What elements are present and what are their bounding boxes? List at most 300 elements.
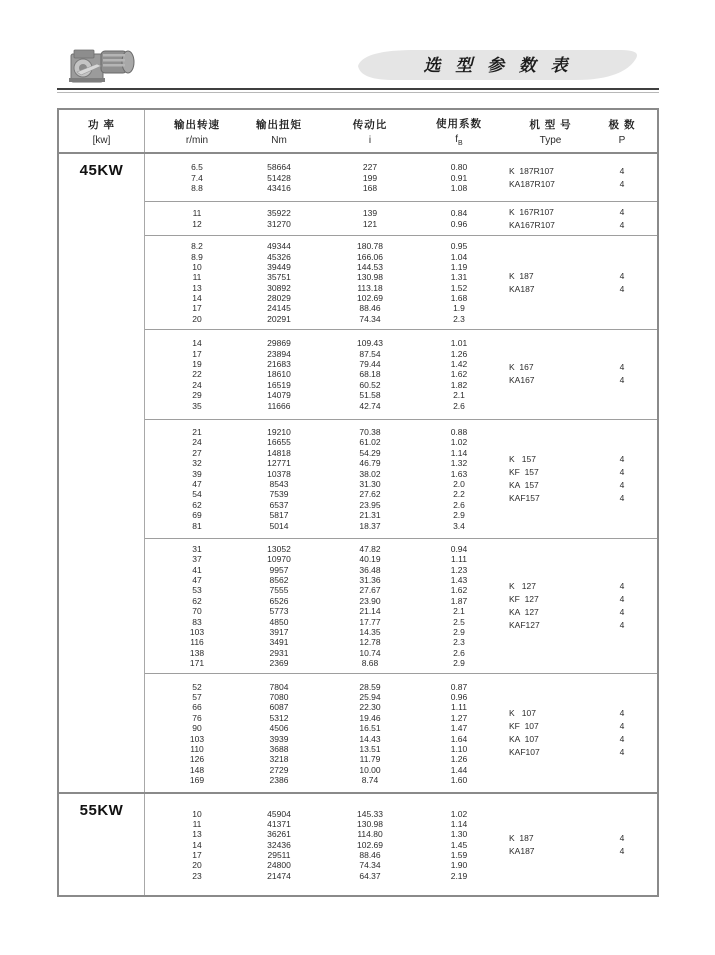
power-rating-label: 45KW xyxy=(79,162,124,179)
output-speed-cell: 7.4 xyxy=(191,172,203,183)
output-torque-cell: 7539 xyxy=(269,489,289,500)
pole-count: 4 xyxy=(619,219,625,230)
output-torque-cell: 3218 xyxy=(269,754,289,765)
ratio-cell: 38.02 xyxy=(359,468,381,479)
service-factor-cell: 2.19 xyxy=(450,870,468,881)
service-factor-cell: 2.6 xyxy=(453,499,465,510)
output-speed-cell: 8.2 xyxy=(191,241,203,252)
col-header-service-factor xyxy=(429,110,489,152)
pole-count-list xyxy=(592,832,652,858)
output-speed-cell: 37 xyxy=(192,554,202,565)
output-torque-cell: 12771 xyxy=(267,458,291,469)
col-header-output-speed xyxy=(145,110,249,152)
output-speed-cell: 11 xyxy=(192,208,202,219)
pole-count: 4 xyxy=(619,270,625,281)
table-row xyxy=(145,380,657,390)
service-factor-cell: 1.32 xyxy=(450,458,468,469)
service-factor-cell: 2.2 xyxy=(453,489,465,500)
service-factor-cell: 1.11 xyxy=(451,554,467,565)
ratio-cell: 25.94 xyxy=(359,691,381,702)
output-speed-cell: 11 xyxy=(192,272,202,283)
output-torque-cell: 21683 xyxy=(267,359,291,370)
ratio-cell: 114.80 xyxy=(357,829,383,840)
ratio-cell: 27.67 xyxy=(359,585,381,596)
ratio-cell: 130.98 xyxy=(357,818,383,829)
output-speed-cell: 13 xyxy=(192,829,202,840)
table-row xyxy=(145,468,657,478)
output-speed-cell: 90 xyxy=(192,723,202,734)
service-factor-cell: 1.26 xyxy=(450,754,468,765)
power-rating-label: 55KW xyxy=(79,802,124,820)
col-unit: $f_B$ xyxy=(455,133,463,147)
pole-count: 4 xyxy=(619,708,625,719)
section-rows xyxy=(145,794,657,895)
table-row xyxy=(145,565,657,575)
table-row xyxy=(145,713,657,723)
pole-count-list xyxy=(592,580,652,632)
table-row xyxy=(145,692,657,702)
table-row xyxy=(145,829,657,839)
gearbox-group xyxy=(145,154,657,201)
ratio-cell: 31.30 xyxy=(359,478,381,489)
pole-count: 4 xyxy=(619,466,625,477)
service-factor-cell: 1.44 xyxy=(450,764,468,775)
output-speed-cell: 69 xyxy=(192,510,202,521)
ratio-cell: 22.30 xyxy=(359,702,381,713)
service-factor-cell: 1.62 xyxy=(450,585,468,596)
pole-count: 4 xyxy=(619,607,625,618)
service-factor-cell: 2.6 xyxy=(453,400,465,411)
output-torque-cell: 7080 xyxy=(269,691,289,702)
output-speed-cell: 39 xyxy=(192,468,202,479)
model-type: KF 127 xyxy=(509,594,539,605)
model-type: KF 157 xyxy=(509,466,539,477)
ratio-cell: 64.37 xyxy=(359,870,381,881)
output-torque-cell: 51428 xyxy=(267,172,291,183)
table-row xyxy=(145,359,657,369)
output-torque-cell: 11666 xyxy=(267,400,291,411)
table-row xyxy=(145,400,657,410)
model-type-list xyxy=(509,206,555,232)
table-row xyxy=(145,348,657,358)
output-torque-cell: 35751 xyxy=(267,272,291,283)
ratio-cell: 74.34 xyxy=(359,860,381,871)
ratio-cell: 199 xyxy=(362,172,378,183)
table-row xyxy=(145,585,657,595)
pole-count: 4 xyxy=(619,594,625,605)
service-factor-cell: 2.1 xyxy=(453,390,465,401)
output-speed-cell: 11 xyxy=(192,818,202,829)
table-row xyxy=(145,172,657,182)
power-column xyxy=(59,154,145,792)
output-speed-cell: 24 xyxy=(192,379,202,390)
table-row xyxy=(145,702,657,712)
table-body xyxy=(59,154,657,895)
section-rows xyxy=(145,154,657,792)
pole-count: 4 xyxy=(619,375,625,386)
gearbox-group xyxy=(145,794,657,895)
service-factor-cell: 1.59 xyxy=(450,850,468,861)
output-speed-cell: 19 xyxy=(192,359,202,370)
ratio-cell: 130.98 xyxy=(357,272,383,283)
output-torque-cell: 28029 xyxy=(267,293,291,304)
output-speed-cell: 53 xyxy=(192,585,202,596)
service-factor-cell: 1.02 xyxy=(450,808,468,819)
output-speed-cell: 47 xyxy=(192,575,202,586)
pole-count: 4 xyxy=(619,620,625,631)
output-speed-cell: 81 xyxy=(192,520,202,531)
output-torque-cell: 14079 xyxy=(267,390,291,401)
output-torque-cell: 23894 xyxy=(267,348,291,359)
output-speed-cell: 14 xyxy=(192,293,202,304)
service-factor-cell: 1.02 xyxy=(450,437,468,448)
table-row xyxy=(145,427,657,437)
table-row xyxy=(145,520,657,530)
output-speed-cell: 110 xyxy=(190,743,204,754)
service-factor-cell: 2.9 xyxy=(453,627,465,638)
gearmotor-photo-icon xyxy=(63,42,145,88)
ratio-cell: 145.33 xyxy=(357,808,383,819)
model-type: KA 107 xyxy=(509,734,539,745)
pole-count: 4 xyxy=(619,283,625,294)
model-type: K 157 xyxy=(509,453,536,464)
service-factor-cell: 1.23 xyxy=(450,564,468,575)
pole-count-list xyxy=(592,206,652,232)
service-factor-cell: 2.0 xyxy=(453,478,465,489)
ratio-cell: 102.69 xyxy=(357,293,383,304)
table-row xyxy=(145,648,657,658)
ratio-cell: 51.58 xyxy=(359,390,381,401)
output-speed-cell: 52 xyxy=(192,681,202,692)
service-factor-cell: 0.95 xyxy=(450,241,468,252)
table-row xyxy=(145,437,657,447)
gearbox-group xyxy=(145,329,657,419)
table-row xyxy=(145,303,657,313)
ratio-cell: 102.69 xyxy=(357,839,383,850)
ratio-cell: 28.59 xyxy=(359,681,381,692)
output-torque-cell: 29511 xyxy=(267,850,291,861)
service-factor-cell: 1.87 xyxy=(450,595,468,606)
ratio-cell: 21.14 xyxy=(359,606,381,617)
service-factor-cell: 1.82 xyxy=(450,379,468,390)
table-header-row xyxy=(59,110,657,154)
output-speed-cell: 32 xyxy=(192,458,202,469)
output-torque-cell: 39449 xyxy=(267,261,291,272)
output-speed-cell: 17 xyxy=(192,303,202,314)
output-speed-cell: 70 xyxy=(192,606,202,617)
output-torque-cell: 2386 xyxy=(269,775,289,786)
service-factor-cell: 3.4 xyxy=(453,520,465,531)
ratio-cell: 88.46 xyxy=(359,850,381,861)
output-torque-cell: 6526 xyxy=(269,595,289,606)
col-header-ratio xyxy=(340,110,400,152)
service-factor-cell: 1.19 xyxy=(450,261,468,272)
col-unit: Type xyxy=(539,134,562,146)
ratio-cell: 14.35 xyxy=(359,627,381,638)
gearbox-group xyxy=(145,419,657,538)
output-speed-cell: 17 xyxy=(192,850,202,861)
service-factor-cell: 1.45 xyxy=(450,839,468,850)
col-unit: [kw] xyxy=(92,134,111,146)
service-factor-cell: 1.27 xyxy=(450,712,468,723)
table-row xyxy=(145,500,657,510)
pole-count: 4 xyxy=(619,178,625,189)
output-speed-cell: 116 xyxy=(190,637,204,648)
output-speed-cell: 17 xyxy=(192,348,202,359)
service-factor-cell: 0.87 xyxy=(450,681,468,692)
ratio-cell: 61.02 xyxy=(359,437,381,448)
output-torque-cell: 24800 xyxy=(267,860,291,871)
ratio-cell: 10.74 xyxy=(359,647,381,658)
table-row xyxy=(145,765,657,775)
output-torque-cell: 49344 xyxy=(267,241,291,252)
table-row xyxy=(145,262,657,272)
output-speed-cell: 14 xyxy=(192,338,202,349)
table-row xyxy=(145,681,657,691)
selection-parameter-table xyxy=(57,108,659,897)
output-torque-cell: 41371 xyxy=(267,818,291,829)
ratio-cell: 42.74 xyxy=(359,400,381,411)
service-factor-cell: 1.60 xyxy=(450,775,468,786)
service-factor-cell: 1.9 xyxy=(453,303,465,314)
output-torque-cell: 14818 xyxy=(267,447,291,458)
model-type-list xyxy=(509,580,540,632)
ratio-cell: 31.36 xyxy=(359,575,381,586)
output-torque-cell: 4850 xyxy=(269,616,289,627)
output-speed-cell: 47 xyxy=(192,478,202,489)
model-type: KA167 xyxy=(509,375,535,386)
output-speed-cell: 29 xyxy=(192,390,202,401)
title-banner xyxy=(352,44,644,86)
service-factor-cell: 1.62 xyxy=(450,369,468,380)
pole-count: 4 xyxy=(619,832,625,843)
output-torque-cell: 29869 xyxy=(267,338,291,349)
col-label: 机 型 号 xyxy=(529,118,572,131)
col-label: 极 数 xyxy=(608,118,636,131)
col-label: 传动比 xyxy=(352,118,388,131)
output-torque-cell: 35922 xyxy=(267,208,291,219)
output-torque-cell: 2931 xyxy=(269,647,289,658)
table-row xyxy=(145,627,657,637)
output-torque-cell: 3688 xyxy=(269,743,289,754)
ratio-cell: 144.53 xyxy=(357,261,383,272)
table-row xyxy=(145,183,657,193)
model-type-list xyxy=(509,707,540,759)
table-row xyxy=(145,658,657,668)
ratio-cell: 40.19 xyxy=(359,554,381,565)
ratio-cell: 18.37 xyxy=(359,520,381,531)
ratio-cell: 70.38 xyxy=(359,427,381,437)
model-type: KA167R107 xyxy=(509,219,555,230)
ratio-cell: 139 xyxy=(362,208,378,219)
model-type: K 107 xyxy=(509,708,536,719)
table-row xyxy=(145,283,657,293)
model-type: KA187 xyxy=(509,283,535,294)
power-section xyxy=(59,154,657,792)
output-speed-cell: 76 xyxy=(192,712,202,723)
col-label: 使用系数 xyxy=(436,117,482,130)
output-torque-cell: 32436 xyxy=(267,839,291,850)
table-row xyxy=(145,775,657,785)
output-torque-cell: 30892 xyxy=(267,282,291,293)
service-factor-cell: 1.30 xyxy=(450,829,468,840)
output-speed-cell: 35 xyxy=(192,400,202,411)
pole-count: 4 xyxy=(619,492,625,503)
table-row xyxy=(145,272,657,282)
output-torque-cell: 18610 xyxy=(267,369,291,380)
output-torque-cell: 3917 xyxy=(269,627,289,638)
table-row xyxy=(145,850,657,860)
ratio-cell: 21.31 xyxy=(359,510,381,521)
output-torque-cell: 45326 xyxy=(267,251,291,262)
service-factor-cell: 0.88 xyxy=(450,427,468,437)
model-type: KAF127 xyxy=(509,620,540,631)
output-torque-cell: 45904 xyxy=(267,808,291,819)
output-speed-cell: 12 xyxy=(192,218,202,229)
service-factor-cell: 0.84 xyxy=(450,208,468,219)
ratio-cell: 36.48 xyxy=(359,564,381,575)
service-factor-cell: 2.3 xyxy=(453,313,465,324)
pole-count: 4 xyxy=(619,581,625,592)
output-speed-cell: 21 xyxy=(192,427,202,437)
ratio-cell: 46.79 xyxy=(359,458,381,469)
pole-count: 4 xyxy=(619,734,625,745)
ratio-cell: 23.95 xyxy=(359,499,381,510)
model-type: K 167 xyxy=(509,362,534,373)
pole-count-list xyxy=(592,361,652,387)
output-speed-cell: 138 xyxy=(189,647,205,658)
output-torque-cell: 3939 xyxy=(269,733,289,744)
output-torque-cell: 6087 xyxy=(269,702,289,713)
ratio-cell: 109.43 xyxy=(357,338,383,349)
model-type-list xyxy=(509,453,540,505)
ratio-cell: 47.82 xyxy=(359,543,381,554)
power-column xyxy=(59,794,145,895)
power-section xyxy=(59,792,657,895)
output-speed-cell: 148 xyxy=(189,764,205,775)
ratio-cell: 13.51 xyxy=(359,743,381,754)
output-torque-cell: 43416 xyxy=(267,182,291,193)
service-factor-cell: 1.31 xyxy=(450,272,468,283)
ratio-cell: 19.46 xyxy=(359,712,381,723)
output-speed-cell: 6.5 xyxy=(191,162,203,173)
pole-count: 4 xyxy=(619,453,625,464)
ratio-cell: 68.18 xyxy=(359,369,381,380)
ratio-cell: 74.34 xyxy=(359,313,381,324)
output-torque-cell: 7555 xyxy=(269,585,289,596)
model-type: K 187R107 xyxy=(509,165,554,176)
output-torque-cell: 5312 xyxy=(269,712,289,723)
pole-count: 4 xyxy=(619,747,625,758)
output-speed-cell: 8.8 xyxy=(191,182,203,193)
service-factor-cell: 1.64 xyxy=(450,733,468,744)
output-torque-cell: 2729 xyxy=(269,764,289,775)
service-factor-cell: 1.52 xyxy=(450,282,468,293)
output-speed-cell: 14 xyxy=(192,839,202,850)
service-factor-cell: 0.96 xyxy=(450,218,468,229)
output-torque-cell: 8543 xyxy=(269,478,289,489)
model-type: KA187R107 xyxy=(509,178,555,189)
pole-count: 4 xyxy=(619,721,625,732)
output-speed-cell: 20 xyxy=(192,860,202,871)
pole-count: 4 xyxy=(619,165,625,176)
gearbox-group xyxy=(145,235,657,329)
model-type: KA187 xyxy=(509,845,535,856)
service-factor-cell: 1.47 xyxy=(450,723,468,734)
output-speed-cell: 103 xyxy=(189,733,205,744)
output-speed-cell: 22 xyxy=(192,369,202,380)
output-torque-cell: 36261 xyxy=(267,829,291,840)
ratio-cell: 113.18 xyxy=(357,282,383,293)
model-type-list xyxy=(509,270,535,296)
service-factor-cell: 1.04 xyxy=(450,251,468,262)
model-type-list xyxy=(509,832,535,858)
col-header-poles xyxy=(592,110,652,152)
table-row xyxy=(145,871,657,881)
gearbox-group xyxy=(145,201,657,235)
col-header-output-torque xyxy=(249,110,309,152)
ratio-cell: 12.78 xyxy=(359,637,381,648)
table-row xyxy=(145,808,657,818)
output-torque-cell: 58664 xyxy=(267,162,291,173)
table-row xyxy=(145,554,657,564)
output-speed-cell: 57 xyxy=(192,691,202,702)
service-factor-cell: 0.96 xyxy=(450,691,468,702)
col-label: 输出转速 xyxy=(174,118,220,131)
output-torque-cell: 2369 xyxy=(269,658,289,669)
page-title: 选 型 参 数 表 xyxy=(423,56,573,75)
ratio-cell: 8.68 xyxy=(361,658,379,669)
model-type: KA 157 xyxy=(509,479,539,490)
ratio-cell: 87.54 xyxy=(359,348,381,359)
table-row xyxy=(145,162,657,172)
table-row xyxy=(145,744,657,754)
output-speed-cell: 171 xyxy=(189,658,205,669)
table-row xyxy=(145,733,657,743)
output-speed-cell: 169 xyxy=(189,775,205,786)
service-factor-cell: 2.6 xyxy=(453,647,465,658)
output-speed-cell: 13 xyxy=(192,282,202,293)
table-row xyxy=(145,637,657,647)
output-speed-cell: 103 xyxy=(189,627,205,638)
table-row xyxy=(145,338,657,348)
ratio-cell: 10.00 xyxy=(359,764,381,775)
model-type: KAF157 xyxy=(509,492,540,503)
output-torque-cell: 20291 xyxy=(267,313,291,324)
output-speed-cell: 126 xyxy=(189,754,205,765)
service-factor-cell: 1.14 xyxy=(450,818,468,829)
model-type: K 187 xyxy=(509,270,534,281)
output-torque-cell: 6537 xyxy=(269,499,289,510)
service-factor-cell: 1.26 xyxy=(450,348,468,359)
ratio-cell: 88.46 xyxy=(359,303,381,314)
output-torque-cell: 8562 xyxy=(269,575,289,586)
pole-count-list xyxy=(592,453,652,505)
output-speed-cell: 23 xyxy=(192,870,202,881)
model-type: K 187 xyxy=(509,832,534,843)
ratio-cell: 168 xyxy=(362,182,378,193)
pole-count: 4 xyxy=(619,845,625,856)
table-row xyxy=(145,390,657,400)
ratio-cell: 14.43 xyxy=(359,733,381,744)
col-unit: i xyxy=(368,134,372,146)
service-factor-cell: 2.9 xyxy=(453,658,465,669)
table-row xyxy=(145,575,657,585)
ratio-cell: 16.51 xyxy=(359,723,381,734)
pole-count: 4 xyxy=(619,362,625,373)
ratio-cell: 17.77 xyxy=(359,616,381,627)
service-factor-cell: 1.01 xyxy=(450,338,468,349)
